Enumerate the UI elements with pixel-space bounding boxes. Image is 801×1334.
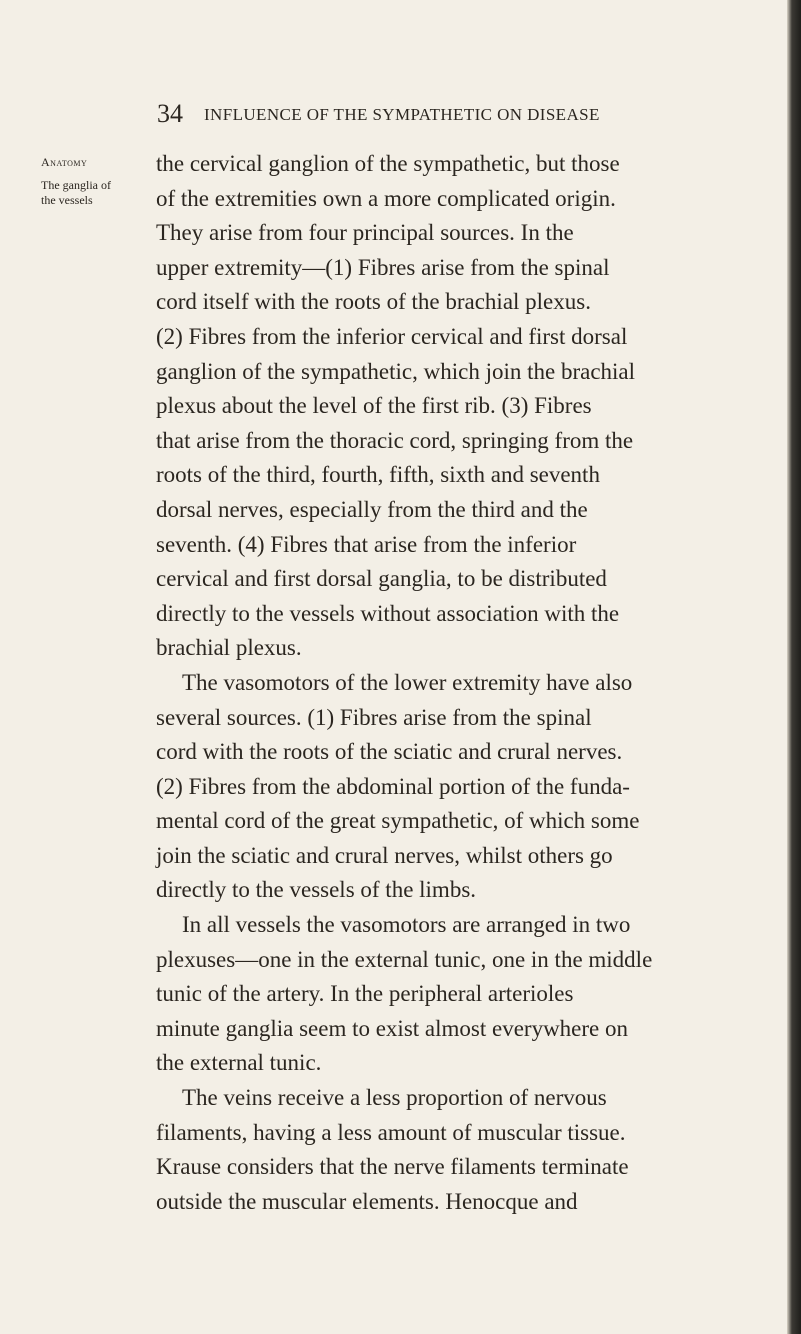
text-line: outside the muscular elements. Henocque and — [156, 1188, 578, 1214]
text-line: roots of the third, fourth, fifth, sixth and seventh — [156, 462, 600, 488]
text-line: plexus about the level of the first rib. (3) Fibres — [156, 393, 592, 419]
text-line: In all vessels the vasomotors are arranged in two — [182, 912, 631, 938]
margin-side-note: The ganglia of the vessels — [41, 178, 111, 207]
text-line: filaments, having a less amount of muscular tissue. — [156, 1119, 626, 1145]
text-line: ganglion of the sympathetic, which join the brachial — [156, 358, 636, 384]
text-line: directly to the vessels without association with the — [156, 600, 620, 626]
text-line: cord with the roots of the sciatic and crural nerves. — [156, 739, 623, 765]
text-line: dorsal nerves, especially from the third and the — [156, 496, 588, 522]
text-line: The vasomotors of the lower extremity have also — [182, 669, 633, 695]
margin-notes — [41, 152, 151, 208]
text-line: tunic of the artery. In the peripheral arterioles — [156, 981, 574, 1007]
text-line: directly to the vessels of the limbs. — [156, 877, 477, 903]
text-line: Krause considers that the nerve filaments terminate — [156, 1154, 629, 1180]
text-line: join the sciatic and crural nerves, whilst others go — [156, 842, 613, 868]
text-line: of the extremities own a more complicated origin. — [156, 185, 616, 211]
text-line: cord itself with the roots of the brachial plexus. — [156, 289, 591, 315]
text-line: seventh. (4) Fibres that arise from the inferior — [156, 531, 577, 557]
page-number: 34 — [157, 99, 183, 128]
text-line: mental cord of the great sympathetic, of which some — [156, 808, 640, 834]
text-line: that arise from the thoracic cord, springing from the — [156, 427, 634, 453]
text-line: the external tunic. — [156, 1050, 322, 1076]
text-line: the cervical ganglion of the sympathetic, but those — [156, 151, 620, 176]
text-line: The veins receive a less proportion of nervous — [182, 1085, 607, 1111]
text-line: brachial plexus. — [156, 635, 302, 661]
text-line: cervical and first dorsal ganglia, to be distributed — [156, 566, 607, 592]
text-line: minute ganglia seem to exist almost everywhere on — [156, 1015, 629, 1041]
text-line: (2) Fibres from the abdominal portion of the funda- — [156, 773, 630, 799]
text-line: several sources. (1) Fibres arise from the spinal — [156, 704, 592, 730]
running-header — [157, 98, 717, 130]
margin-section-label: Anatomy — [41, 155, 88, 169]
text-line: They arise from four principal sources. In the — [156, 220, 574, 246]
text-line: upper extremity—(1) Fibres arise from the spinal — [156, 254, 610, 280]
text-line: plexuses—one in the external tunic, one in the middle — [156, 946, 653, 972]
body-text — [156, 147, 796, 1219]
running-title: INFLUENCE OF THE SYMPATHETIC ON DISEASE — [204, 105, 600, 124]
text-line: (2) Fibres from the inferior cervical and first dorsal — [156, 323, 628, 349]
